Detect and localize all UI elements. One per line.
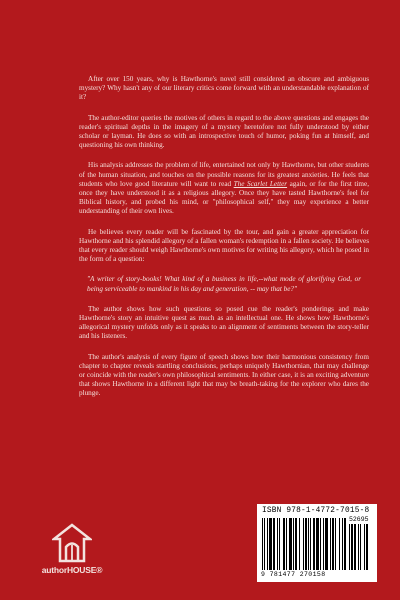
paragraph-4: He believes every reader will be fascinated by the tour, and gain a greater appreciation for Hawthorne and his splendid allegory of a fallen woman's redemption in a fallen society. He believes that every reader should weigh Hawthorne's own motives for writing his allegory, which he posed in the form of a question: bbox=[79, 227, 369, 264]
back-cover-blurb bbox=[79, 75, 369, 410]
paragraph-3: His analysis addresses the problem of life, entertained not only by Hawthorne, but other students of the human situation, and touches on the possible reasons for its greatest anxieties. He feels that students who love good literature will want to read The Scarlet Letter again, or for the first time, once they have understood it as a religious allegory. Once they have tasted Hawthorne's feel for Biblical history, and probed his mind, or "philosophical self," they may experience a better understanding of their own lives. bbox=[79, 161, 369, 216]
barcode-number: 9 781477 270158 bbox=[261, 571, 326, 578]
price-barcode-bars bbox=[349, 524, 373, 570]
paragraph-5: The author shows how such questions so posed cue the reader's ponderings and make Hawthorne's story an intuitive quest as much as an intellectual one. He shows how Hawthorne's allegorical mystery unfolds only as it speaks to an alignment of sentiments between the story-teller and his listeners. bbox=[79, 304, 369, 341]
authorhouse-house-icon bbox=[52, 523, 92, 563]
publisher-name: authorHOUSE® bbox=[41, 565, 103, 575]
hawthorne-quote: "A writer of story-books! What kind of a business in life,--what mode of glorifying God, or being serviceable to mankind in his day and generation, -- may that be?" bbox=[87, 275, 361, 293]
isbn-label: ISBN 978-1-4772-7015-8 bbox=[262, 507, 370, 515]
publisher-logo bbox=[37, 523, 107, 593]
isbn-barcode bbox=[257, 504, 377, 582]
paragraph-6: The author's analysis of every figure of speech shows how their harmonious consistency from chapter to chapter reveals startling conclusions, perhaps uniquely Hawthornian, that may challenge or coincide with the reader's own philosophical sentiments. In either case, it is an exciting adventure that shows Hawthorne in a different light that may be breath-taking for the explorer who dares the plunge. bbox=[79, 352, 369, 398]
price-code: 52695 bbox=[349, 516, 369, 523]
paragraph-2: The author-editor queries the motives of others in regard to the above questions and engages the reader's spiritual depths in the imagery of a mystery heretofore not fully understood by either scholar or layman. He does so with an introspective touch of humor, poking fun at himself, and questioning his own thinking. bbox=[79, 113, 369, 150]
book-title: The Scarlet Letter bbox=[233, 179, 288, 188]
paragraph-1: After over 150 years, why is Hawthorne's novel still considered an obscure and ambiguous mystery? Why hasn't any of our literary critics come forward with an understandable explanation of it? bbox=[79, 75, 369, 102]
barcode-bars bbox=[262, 518, 346, 570]
